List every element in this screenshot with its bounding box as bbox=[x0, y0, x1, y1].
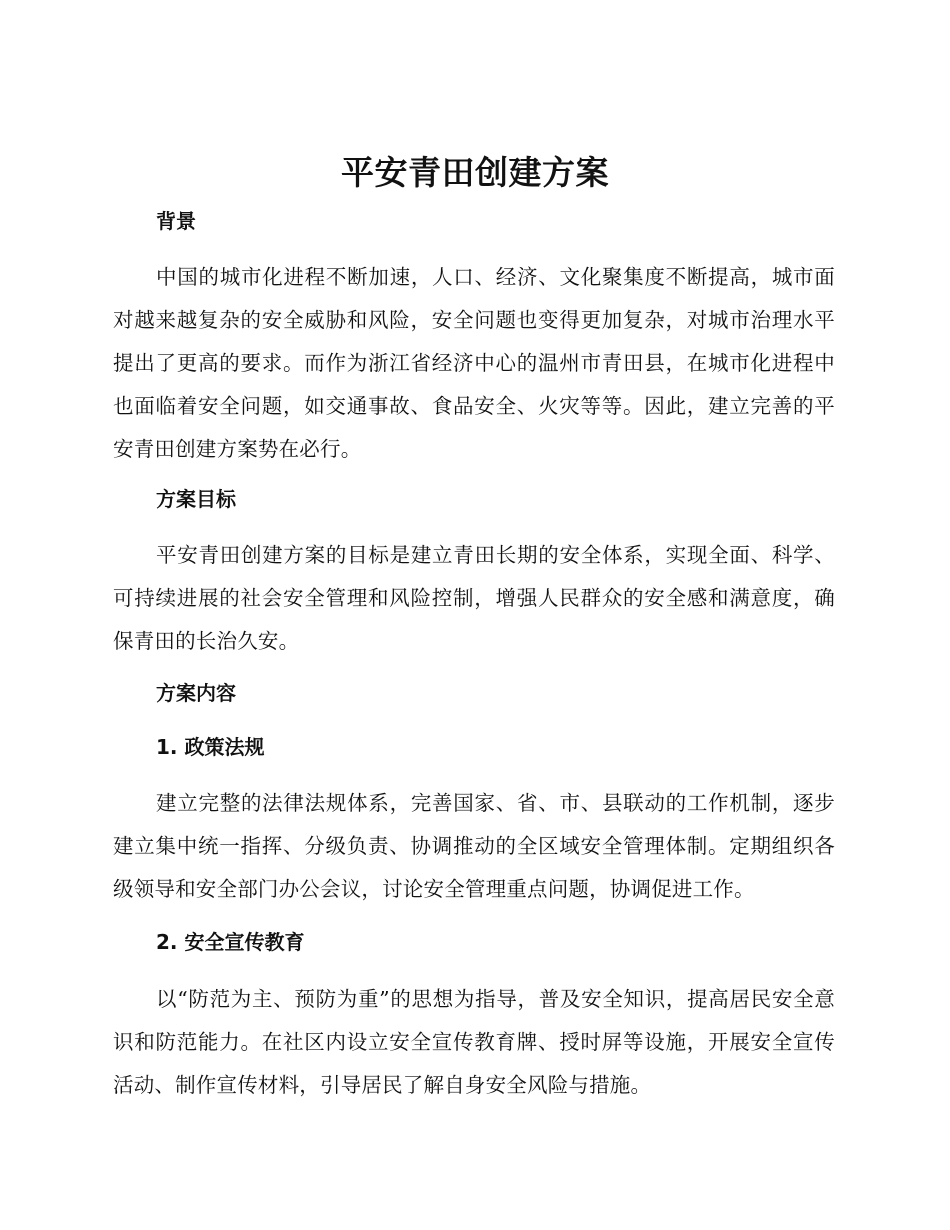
safety-education-paragraph: 以“防范为主、预防为重”的思想为指导，普及安全知识，提高居民安全意识和防范能力。在社区内设立安全宣传教育牌、授时屏等设施，开展安全宣传活动、制作宣传材料，引导居民了解自身安全风险与措施。 bbox=[113, 987, 835, 1097]
policy-paragraph: 建立完整的法律法规体系，完善国家、省、市、县联动的工作机制，逐步建立集中统一指挥、分级负责、协调推动的全区域安全管理体制。定期组织各级领导和安全部门办公会议，讨论安全管理重点问题，协调促进工作。 bbox=[113, 791, 835, 901]
section-heading-content: 方案内容 bbox=[156, 681, 236, 705]
document-title: 平安青田创建方案 bbox=[341, 153, 609, 192]
section-heading-goals: 方案目标 bbox=[156, 487, 236, 511]
background-paragraph: 中国的城市化进程不断加速，人口、经济、文化聚集度不断提高，城市面对越来越复杂的安全威胁和风险，安全问题也变得更加复杂，对城市治理水平提出了更高的要求。而作为浙江省经济中心的温州市青田县，在城市化进程中也面临着安全问题，如交通事故、食品安全、火灾等等。因此，建立完善的平安青田创建方案势在必行。 bbox=[113, 265, 835, 461]
subheading-safety-education: 2. 安全宣传教育 bbox=[156, 930, 305, 954]
subheading-policy: 1. 政策法规 bbox=[156, 735, 265, 759]
goals-paragraph: 平安青田创建方案的目标是建立青田长期的安全体系，实现全面、科学、可持续进展的社会安全管理和风险控制，增强人民群众的安全感和满意度，确保青田的长治久安。 bbox=[113, 543, 835, 653]
section-heading-background: 背景 bbox=[156, 209, 196, 233]
